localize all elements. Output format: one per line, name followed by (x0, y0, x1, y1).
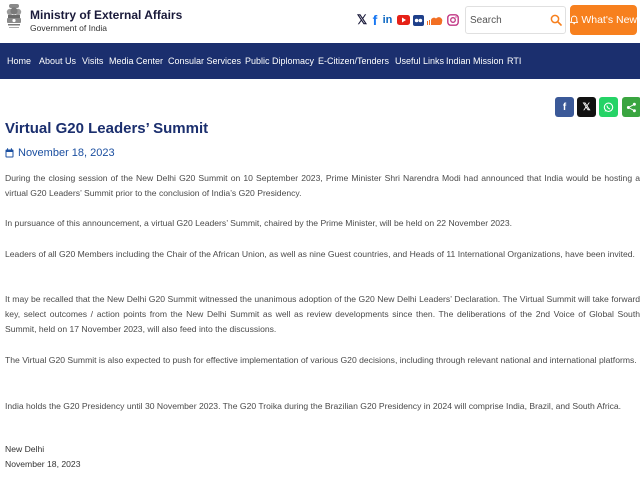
site-header (0, 0, 640, 43)
facebook-share-icon[interactable]: f (555, 97, 574, 117)
nav-item-about-us[interactable]: About Us (39, 56, 77, 66)
dateline-date: November 18, 2023 (5, 459, 81, 469)
publish-date (5, 146, 115, 160)
nav-item-home[interactable]: Home (7, 56, 32, 66)
whats-new-label: What's New (581, 14, 637, 26)
search-input[interactable] (470, 12, 546, 28)
nav-item-visits[interactable]: Visits (82, 56, 104, 66)
nav-item-e-citizen-tenders[interactable]: E-Citizen/Tenders (318, 56, 390, 66)
nav-item-public-diplomacy[interactable]: Public Diplomacy (245, 56, 315, 66)
national-emblem-icon[interactable] (5, 2, 23, 38)
nav-item-consular-services[interactable]: Consular Services (168, 56, 242, 66)
nav-item-useful-links[interactable]: Useful Links (395, 56, 445, 66)
bell-icon (570, 15, 578, 25)
article-paragraph: It may be recalled that the New Delhi G20 Summit witnessed the unanimous adoption of the G20 New Delhi Leaders’ Declaration. The Virtual Summit will take forward key, select outcomes / action points from the New Delhi Summit as well as review developments since then. The deliberations of the 2nd Voice of Global South Summit, held on 17 November 2023, will also feed into the discussions. (5, 294, 640, 334)
x-icon[interactable]: 𝕏 (356, 12, 368, 27)
youtube-icon[interactable] (397, 12, 410, 28)
government-label: Government of India (30, 23, 108, 33)
page-title: Virtual G20 Leaders’ Summit (5, 120, 209, 137)
dateline-place: New Delhi (5, 444, 45, 454)
main-navigation (0, 43, 640, 79)
article-paragraph: India holds the G20 Presidency until 30 November 2023. The G20 Troika during the Brazilian G20 Presidency in 2024 will comprise India, Brazil, and South Africa. (5, 401, 622, 411)
linkedin-icon[interactable]: in (382, 14, 393, 26)
article-paragraph: The Virtual G20 Summit is also expected to push for effective implementation of various G20 decisions, including through relevant national and international platforms. (5, 355, 637, 365)
ministry-name[interactable]: Ministry of External Affairs (30, 8, 183, 22)
whats-new-button[interactable] (570, 5, 637, 35)
nav-item-rti[interactable]: RTI (507, 56, 522, 66)
publish-date-text: November 18, 2023 (18, 147, 115, 159)
nav-item-indian-mission[interactable]: Indian Mission (446, 56, 504, 66)
x-share-icon[interactable]: 𝕏 (577, 97, 596, 117)
article-paragraph: Leaders of all G20 Members including the Chair of the African Union, as well as nine Guest countries, and Heads of 11 International Organizations, have been invited. (5, 249, 635, 259)
search-box (465, 6, 566, 34)
whatsapp-share-icon[interactable] (599, 97, 618, 117)
facebook-icon[interactable]: f (372, 12, 378, 28)
soundcloud-icon[interactable] (427, 12, 443, 28)
article-paragraph: During the closing session of the New Delhi G20 Summit on 10 September 2023, Prime Minister Shri Narendra Modi had announced that India would be hosting a virtual G20 Leaders’ Summit prior to the conclusion of India’s G20 Presidency. (5, 173, 640, 198)
search-icon[interactable] (550, 14, 562, 26)
flickr-icon[interactable] (413, 12, 424, 28)
calendar-icon (5, 148, 14, 158)
article-paragraph: In pursuance of this announcement, a virtual G20 Leaders’ Summit, chaired by the Prime Minister, will be held on 22 November 2023. (5, 218, 512, 228)
instagram-icon[interactable] (447, 12, 459, 28)
nav-item-media-center[interactable]: Media Center (109, 56, 164, 66)
share-icon[interactable] (622, 97, 640, 117)
